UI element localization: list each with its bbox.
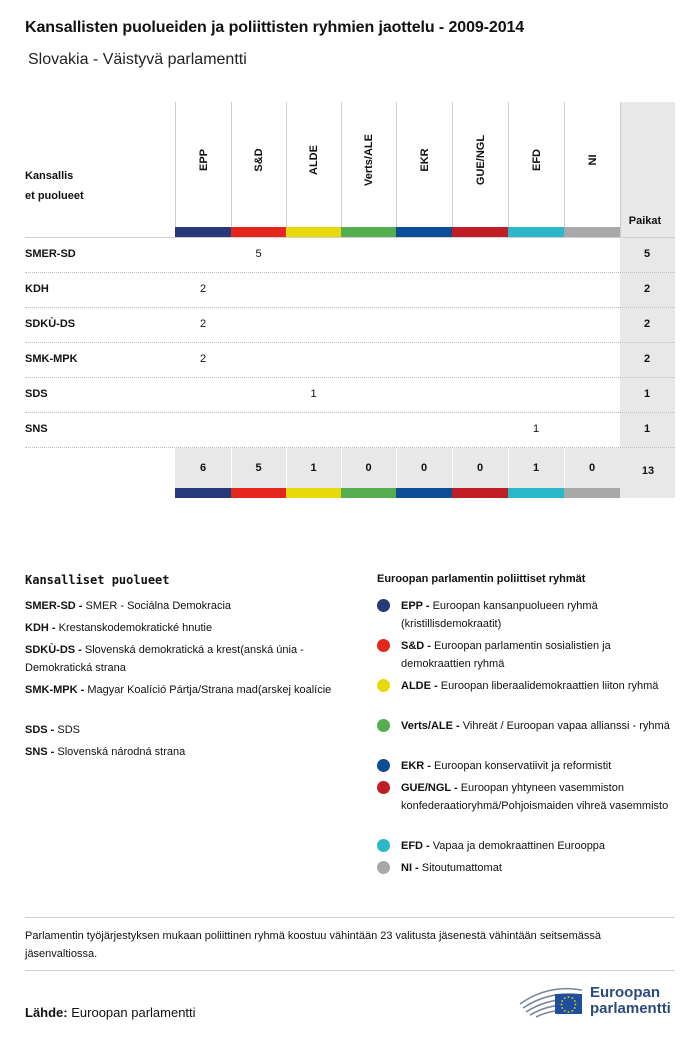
group-fullname: Euroopan parlamentin sosialistien ja demokraattien ryhmä — [401, 640, 611, 670]
party-fullname: Slovenská národná strana — [54, 746, 186, 758]
group-legend-item — [401, 677, 671, 695]
group-column-header — [508, 102, 564, 237]
header-divider — [25, 237, 675, 238]
group-total: 0 — [588, 462, 596, 474]
group-color-bar — [341, 227, 396, 237]
seats-header: Paikat — [628, 215, 662, 227]
group-abbr: EPP - — [401, 600, 430, 612]
table-cell: 2 — [199, 318, 207, 330]
group-label: EKR — [418, 148, 431, 172]
source — [25, 1005, 196, 1020]
group-color-bar — [564, 227, 620, 237]
group-color-bar — [286, 227, 341, 237]
group-color-bar — [286, 488, 341, 498]
party-legend-item — [25, 721, 345, 739]
footnote: Parlamentin työjärjestyksen mukaan poliittinen ryhmä koostuu vähintään 23 valitusta jäsenestä vähintään seitsemässä jäsenvaltiossa. — [25, 930, 601, 960]
group-label: Verts/ALE — [363, 134, 375, 186]
party-fullname: SMER - Sociálna Demokracia — [82, 600, 232, 612]
group-legend-item — [401, 859, 671, 877]
group-total: 1 — [532, 462, 540, 474]
group-label: EFD — [530, 149, 543, 171]
row-divider — [25, 342, 675, 343]
grand-total: 13 — [641, 465, 655, 477]
party-legend-item — [25, 597, 345, 615]
row-total: 1 — [643, 423, 651, 435]
group-fullname: Euroopan kansanpuolueen ryhmä (kristillisdemokraatit) — [401, 600, 598, 630]
groups-legend-heading: Euroopan parlamentin poliittiset ryhmät — [377, 573, 586, 585]
group-label: S&D — [253, 148, 265, 172]
party-name: SNS — [25, 423, 48, 435]
row-divider — [25, 412, 675, 413]
group-total: 0 — [420, 462, 428, 474]
seats-column-bg — [620, 102, 675, 498]
group-color-dot — [377, 861, 390, 874]
group-color-bar — [396, 488, 452, 498]
group-legend-item — [401, 757, 671, 775]
row-total: 2 — [643, 353, 651, 365]
row-total: 5 — [643, 248, 651, 260]
group-label: EPP — [197, 148, 210, 172]
party-abbr: SDKÙ-DS - — [25, 644, 82, 656]
group-color-dot — [377, 599, 390, 612]
logo-line-2: parlamentti — [590, 1000, 671, 1017]
party-fullname: Krestanskodemokratické hnutie — [55, 622, 213, 634]
row-divider — [25, 447, 675, 448]
row-total: 2 — [643, 318, 651, 330]
group-total: 0 — [365, 462, 372, 474]
table-cell: 1 — [310, 388, 317, 400]
group-color-bar — [564, 488, 620, 498]
group-fullname: Sitoutumattomat — [418, 862, 502, 874]
logo-text — [590, 985, 671, 1017]
party-legend-item — [25, 681, 345, 699]
divider — [25, 917, 675, 918]
group-total: 5 — [255, 462, 262, 474]
group-legend-item — [401, 837, 671, 855]
group-column-header — [231, 102, 286, 237]
group-abbr: GUE/NGL - — [401, 782, 458, 794]
party-name: SMER-SD — [25, 248, 76, 260]
group-abbr: EFD - — [401, 840, 430, 852]
group-abbr: ALDE - — [401, 680, 438, 692]
table-cell: 1 — [532, 423, 540, 435]
group-legend-item — [401, 779, 671, 815]
row-total: 2 — [643, 283, 651, 295]
group-abbr: EKR - — [401, 760, 431, 772]
group-total: 6 — [199, 462, 207, 474]
group-color-dot — [377, 639, 390, 652]
party-abbr: KDH - — [25, 622, 56, 634]
group-color-bar — [175, 488, 231, 498]
group-label: ALDE — [308, 145, 320, 175]
group-color-bar — [175, 227, 231, 237]
party-name: SDKÙ-DS — [25, 318, 76, 330]
party-fullname: Slovenská demokratická a krest(anská únia - Demokratická strana — [25, 644, 304, 674]
group-abbr: NI - — [401, 862, 419, 874]
group-color-bar — [231, 488, 286, 498]
party-fullname: SDS — [54, 724, 81, 736]
party-abbr: SDS - — [25, 724, 55, 736]
party-legend-item — [25, 641, 345, 677]
row-divider — [25, 377, 675, 378]
parties-legend-heading: Kansalliset puolueet — [25, 573, 170, 587]
group-fullname: Vapaa ja demokraattinen Eurooppa — [429, 840, 606, 852]
logo-line-1: Euroopan — [590, 984, 660, 1001]
group-column-header — [396, 102, 452, 237]
group-fullname: Vihreät / Euroopan vapaa allianssi - ryhmä — [459, 720, 670, 732]
row-total: 1 — [643, 388, 651, 400]
row-divider — [25, 307, 675, 308]
divider — [25, 970, 675, 971]
page-subtitle: Slovakia - Väistyvä parlamentti — [28, 51, 247, 68]
group-fullname: Euroopan liberaalidemokraattien liiton ryhmä — [437, 680, 659, 692]
party-abbr: SMK-MPK - — [25, 684, 85, 696]
group-column-header — [341, 102, 396, 237]
group-color-bar — [396, 227, 452, 237]
party-name: SDS — [25, 388, 48, 400]
party-fullname: Magyar Koalíció Pártja/Strana mad(arskej koalície — [84, 684, 332, 696]
group-label: GUE/NGL — [474, 134, 487, 186]
table-cell: 2 — [199, 353, 207, 365]
group-legend-item — [401, 717, 671, 735]
party-abbr: SMER-SD - — [25, 600, 83, 612]
page-title: Kansallisten puolueiden ja poliittisten ryhmien jaottelu - 2009-2014 — [25, 19, 525, 36]
group-column-header — [452, 102, 508, 237]
group-total: 1 — [310, 462, 317, 474]
party-name: SMK-MPK — [25, 353, 78, 365]
group-color-dot — [377, 781, 390, 794]
party-legend-item — [25, 619, 345, 637]
group-column-header — [564, 102, 620, 237]
source-value: Euroopan parlamentti — [67, 1005, 196, 1020]
group-color-bar — [508, 488, 564, 498]
party-abbr: SNS - — [25, 746, 55, 758]
table-cell: 5 — [255, 248, 262, 260]
row-divider — [25, 272, 675, 273]
group-color-dot — [377, 759, 390, 772]
row-header: Kansallis et puolueet — [25, 170, 84, 202]
group-abbr: Verts/ALE - — [401, 720, 460, 732]
group-fullname: Euroopan konservatiivit ja reformistit — [430, 760, 612, 772]
group-label: NI — [586, 154, 599, 166]
source-label: Lähde: — [25, 1005, 68, 1020]
group-column-header — [175, 102, 231, 237]
group-color-bar — [341, 488, 396, 498]
group-column-header — [286, 102, 341, 237]
group-color-dot — [377, 839, 390, 852]
table-cell: 2 — [199, 283, 207, 295]
group-fullname: Euroopan yhtyneen vasemmiston konfederaatioryhmä/Pohjoismaiden vihreä vasemmisto — [401, 782, 669, 812]
group-abbr: S&D - — [401, 640, 431, 652]
column-border — [620, 102, 621, 237]
group-color-bar — [452, 488, 508, 498]
group-legend-item — [401, 637, 671, 673]
group-color-dot — [377, 719, 390, 732]
party-name: KDH — [25, 283, 49, 295]
party-legend-item — [25, 743, 345, 761]
group-color-bar — [508, 227, 564, 237]
group-color-bar — [231, 227, 286, 237]
group-color-bar — [452, 227, 508, 237]
group-legend-item — [401, 597, 671, 633]
group-color-dot — [377, 679, 390, 692]
group-total: 0 — [476, 462, 484, 474]
